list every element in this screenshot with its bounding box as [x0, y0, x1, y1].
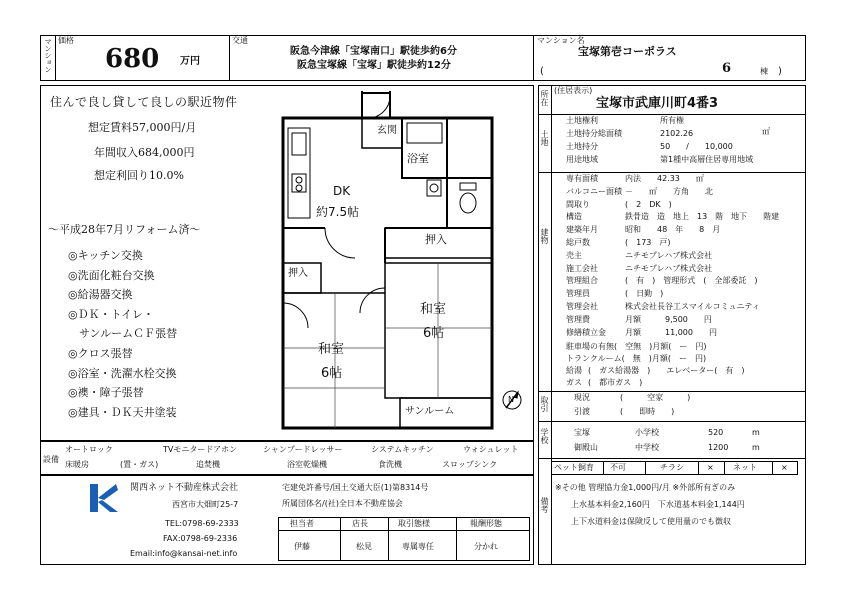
paren-close: )	[778, 66, 782, 77]
equipment-item: スロップシンク	[442, 460, 498, 469]
company-association: 所属団体名/(社)全日本不動産協会	[282, 499, 403, 508]
access-line1: 阪急今津線「宝塚南口」駅徒歩約6分	[290, 46, 457, 57]
paren-open: (	[540, 66, 544, 77]
staff-value: 伊藤	[294, 542, 310, 551]
notes-line2: 上水基本料金2,160円 下水道基本料金1,144円	[571, 500, 745, 509]
label-sunroom: サンルーム	[405, 406, 455, 417]
staff-header: 報酬形態	[470, 519, 502, 528]
building-unit: 棟	[760, 67, 768, 76]
label-dk-size: 約7.5帖	[316, 205, 360, 219]
building-row-label: 構造	[566, 212, 582, 222]
label-washitsu-right: 和室	[420, 302, 447, 317]
building-row-value: ( 2 DK )	[625, 199, 672, 209]
land-row-value: 50 / 10,000	[660, 142, 733, 151]
company-email: Email:info@kansai-net.info	[130, 549, 238, 558]
building-row-label: 総戸数	[566, 238, 590, 247]
company-fax: FAX:0798-69-2336	[163, 534, 238, 543]
building-row-value: 月額 9,500 円	[625, 314, 712, 324]
equipment-item: 追焚機	[196, 460, 220, 469]
equipment-item: 浴室乾燥機	[287, 460, 327, 469]
pet-cell: ×	[781, 463, 788, 472]
building-row-label: 修繕積立金	[566, 327, 606, 337]
building-row-value: 昭和 48 年 8 月	[625, 225, 721, 235]
price-unit: 万円	[180, 56, 200, 67]
equipment-item: 食洗機	[378, 460, 402, 469]
trunk-info: トランクルーム( 無 )月額( ー 円)	[566, 354, 707, 363]
section-notes: 備考	[540, 497, 549, 513]
company-address: 西宮市大畑町25-7	[172, 500, 239, 509]
section-land: 土地	[540, 130, 549, 146]
reform-item: ◎襖・障子張替	[68, 386, 144, 400]
building-no: 6	[722, 61, 732, 76]
staff-value: 分かれ	[474, 542, 498, 551]
staff-header: 店長	[352, 519, 368, 528]
mansion-label: マンション名	[537, 36, 585, 45]
section-building: 建物	[540, 228, 549, 244]
building-row-label: 管理組合	[566, 276, 598, 286]
section-school: 学校	[540, 428, 549, 444]
staff-value: 専属専任	[402, 542, 434, 551]
label-washitsu-right-size: 6帖	[423, 326, 445, 341]
utilities-label: 給湯	[566, 366, 582, 375]
label-washitsu-left: 和室	[318, 342, 345, 357]
building-row-label: 管理員	[566, 289, 590, 299]
pet-divider	[645, 461, 646, 475]
school-type: 中学校	[635, 443, 659, 452]
deal-handover-value: ( 即時 )	[620, 407, 675, 416]
equipment-label: 設備	[43, 455, 59, 464]
company-logo	[88, 482, 120, 514]
reform-item: ◎洗面化粧台交換	[68, 268, 155, 282]
land-row-value: 所有権	[660, 116, 684, 125]
gas-label: ガス	[566, 378, 582, 387]
pet-cell: ×	[707, 463, 714, 472]
floor-plan	[280, 88, 530, 438]
company-name: 関西ネット不動産株式会社	[130, 483, 239, 493]
pet-divider	[698, 461, 699, 475]
section-location: 所在	[540, 90, 549, 106]
reform-item: ◎ＤＫ・トイレ・	[68, 307, 155, 321]
building-row-value: 株式会社長谷工スマイルコミュニティ	[625, 302, 760, 311]
school-unit: m	[752, 428, 760, 437]
parking-info: 駐車場の有無( 空無 )月額( ー 円)	[566, 342, 707, 351]
deal-status-value: ( 空家 )	[620, 393, 691, 402]
building-row-value: 鉄骨造 造 地上 13 階 地下 階建	[625, 212, 780, 222]
equipment-item: シャンプードレッサー	[263, 445, 343, 454]
section-deal: 取引	[540, 396, 549, 412]
building-row-value: ( 日勤 )	[625, 289, 664, 299]
building-row-value: ( 173 戸)	[625, 238, 671, 247]
price-label: 価格	[58, 36, 74, 45]
utilities-info: ( ガス給湯器 ) エレベーター( 有 )	[588, 366, 745, 375]
pet-cell: 不可	[610, 463, 626, 472]
school-dist: 520	[708, 428, 724, 437]
land-row-label: 土地持分	[566, 142, 598, 151]
building-row-value: ニチモプレハブ株式会社	[625, 250, 713, 260]
access-line2: 阪急宝塚線「宝塚」駅徒歩約12分	[297, 60, 451, 71]
header-side-label: マンション	[44, 38, 52, 73]
school-type: 小学校	[635, 428, 659, 437]
staff-header: 取引態様	[398, 519, 430, 528]
reform-item: ◎キッチン交換	[68, 249, 143, 262]
pet-cell: チラシ	[660, 463, 684, 472]
ad-line3: 想定利回り10.0%	[94, 169, 184, 182]
equipment-item: システムキッチン	[371, 445, 434, 454]
gas-info: ( 都市ガス )	[588, 378, 643, 387]
company-license: 宅建免許番号/国土交通大臣(1)第8314号	[282, 483, 429, 492]
building-row-value: － ㎡ 方角 北	[625, 186, 713, 196]
equipment-item: オートロック	[65, 445, 113, 454]
building-row-label: 施工会社	[566, 263, 598, 273]
label-yokushitsu: 浴室	[407, 152, 429, 165]
building-row-label: 建築年月	[566, 225, 598, 235]
school-area: 御殿山	[574, 443, 598, 452]
staff-value: 松見	[356, 542, 372, 551]
reform-item: ◎浴室・洗濯水栓交換	[68, 366, 177, 380]
equipment-item: 床暖房	[65, 460, 89, 469]
building-row-label: 管理会社	[566, 302, 598, 311]
land-row-label: 土地権利	[566, 116, 598, 125]
building-row-label: バルコニー面積	[566, 186, 622, 196]
pet-divider	[724, 461, 725, 475]
notes-other: ※その他 管理協力金1,000円/月 ※外部所有ぎのみ	[555, 483, 736, 492]
school-unit: m	[752, 443, 760, 452]
label-washitsu-left-size: 6帖	[321, 366, 343, 381]
equipment-item: TVモニタードアホン	[163, 445, 238, 454]
deal-handover-label: 引渡	[574, 407, 590, 416]
label-oshiire-left: 押入	[288, 268, 308, 279]
price-value: 680	[105, 44, 160, 74]
label-genkan: 玄関	[377, 125, 397, 136]
pet-divider	[603, 461, 604, 475]
equipment-item: (置・ガス)	[120, 460, 159, 469]
building-row-value: 月額 11,000 円	[625, 327, 717, 337]
access-label: 交通	[232, 36, 248, 45]
building-row-value: ニチモプレハブ株式会社	[625, 263, 713, 273]
ad-headline: 住んで良し貸して良しの駅近物件	[50, 95, 238, 109]
building-row-value: ( 有 ) 管理形式 ( 全部委託 )	[625, 276, 758, 286]
location-display-label: (住居表示)	[554, 86, 593, 95]
school-dist: 1200	[708, 443, 729, 452]
notes-line3: 上下水道料金は保険反して使用量のでも徴収	[571, 517, 731, 526]
equipment-item: ウォシュレット	[463, 445, 519, 454]
pet-cell: ペット飼育	[554, 463, 594, 472]
label-dk: DK	[333, 184, 351, 198]
ad-line1: 想定賃料57,000円/月	[88, 121, 197, 134]
land-row-value: 2102.26	[660, 129, 694, 138]
ad-line2: 年間収入684,000円	[94, 146, 195, 159]
reform-item: ◎建具・ＤＫ天井塗装	[68, 405, 177, 419]
building-row-label: 専有面積	[566, 174, 598, 183]
land-row-value: 第1種中高層住居専用地域	[660, 155, 754, 164]
location-address: 宝塚市武庫川町4番3	[596, 96, 719, 111]
land-row-label: 土地持分総面積	[566, 129, 622, 138]
pet-cell: ネット	[733, 463, 757, 472]
building-row-value: 内法 42.33 ㎡	[625, 174, 704, 183]
reform-item: サンルームＣＦ張替	[68, 327, 178, 341]
reform-title: 〜平成28年7月リフォーム済〜	[48, 223, 201, 236]
reform-item: ◎クロス張替	[68, 347, 133, 360]
building-row-label: 間取り	[566, 199, 590, 209]
land-row-label: 用途地域	[566, 155, 598, 164]
reform-item: ◎給湯器交換	[68, 288, 133, 302]
pet-divider	[772, 461, 773, 475]
building-row-label: 売主	[566, 250, 582, 260]
land-row-unit: ㎡	[762, 127, 770, 136]
staff-header: 担当者	[290, 519, 314, 528]
deal-status-label: 現況	[574, 393, 590, 402]
label-oshiire-right: 押入	[425, 233, 447, 246]
north-label: N	[508, 395, 514, 404]
company-tel: TEL:0798-69-2333	[165, 519, 239, 528]
building-row-label: 管理費	[566, 314, 590, 324]
mansion-name: 宝塚第壱コーポラス	[578, 45, 677, 58]
school-area: 宝塚	[574, 428, 590, 437]
